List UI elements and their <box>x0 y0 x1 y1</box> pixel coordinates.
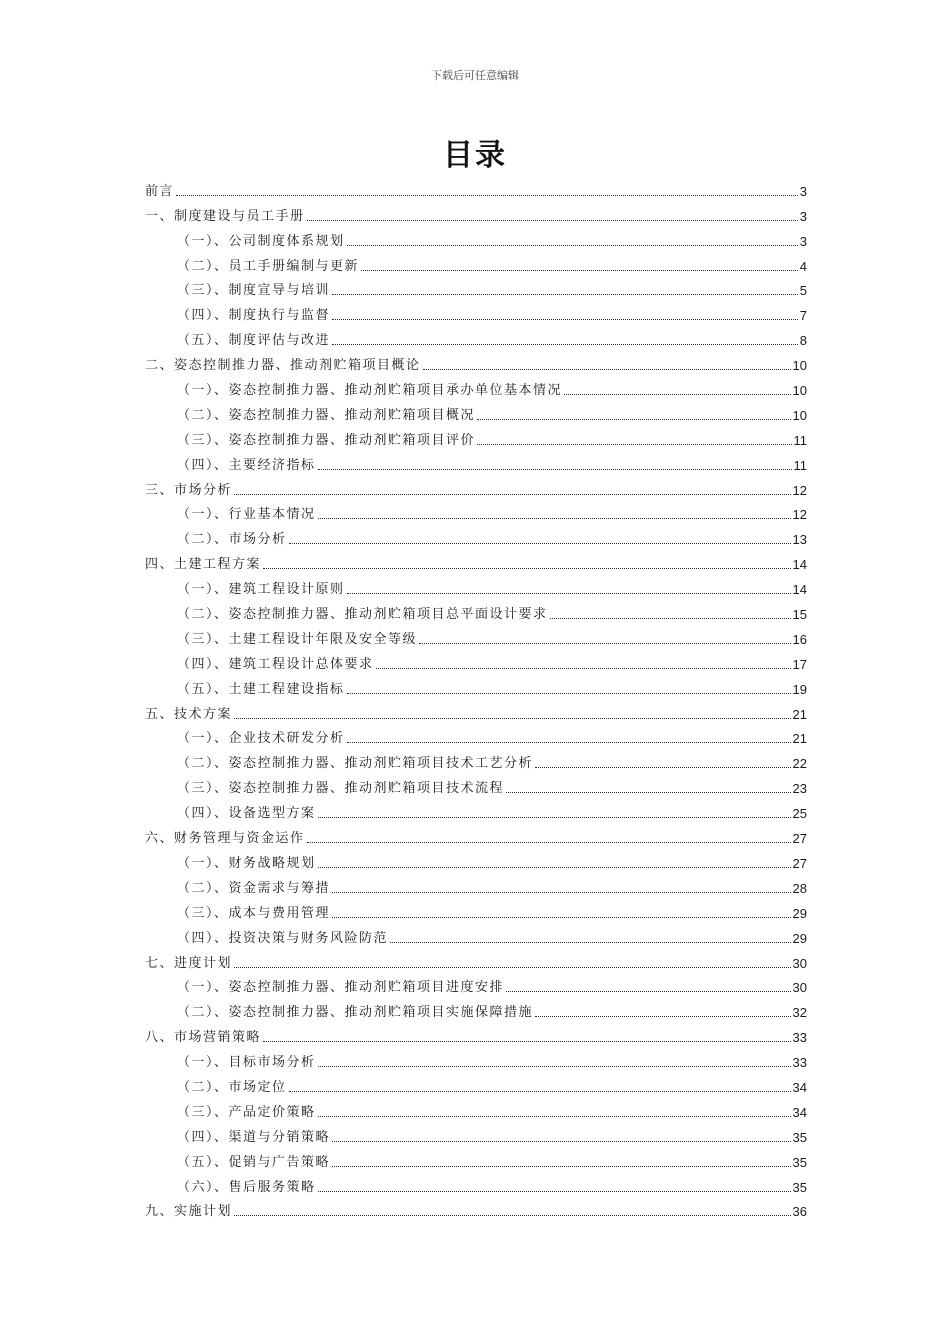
toc-entry-page-number: 35 <box>792 1129 807 1145</box>
toc-entry[interactable] <box>145 822 807 847</box>
toc-entry-page-number: 8 <box>799 333 807 349</box>
dot-leader <box>361 270 798 271</box>
toc-subentry[interactable] <box>145 324 807 349</box>
toc-subentry[interactable] <box>145 996 807 1021</box>
toc-entry-label: （四）、设备选型方案 <box>177 806 316 822</box>
toc-entry-page-number: 30 <box>792 980 807 996</box>
toc-subentry[interactable] <box>145 723 807 748</box>
dot-leader <box>234 718 791 719</box>
toc-entry-page-number: 17 <box>792 656 807 672</box>
dot-leader <box>307 842 791 843</box>
toc-entry[interactable] <box>145 474 807 499</box>
dot-leader <box>318 867 791 868</box>
toc-entry[interactable] <box>145 698 807 723</box>
dot-leader <box>376 668 791 669</box>
toc-subentry[interactable] <box>145 598 807 623</box>
dot-leader <box>332 319 798 320</box>
toc-entry-label: （一）、财务战略规划 <box>177 855 316 871</box>
toc-entry-page-number: 30 <box>792 955 807 971</box>
dot-leader <box>419 643 791 644</box>
toc-subentry[interactable] <box>145 747 807 772</box>
dot-leader <box>564 394 791 395</box>
toc-entry-label: 七、进度计划 <box>145 955 233 971</box>
dot-leader <box>506 792 791 793</box>
toc-subentry[interactable] <box>145 1146 807 1171</box>
toc-entry[interactable] <box>145 200 807 225</box>
toc-entry-page-number: 35 <box>792 1179 807 1195</box>
toc-entry-page-number: 23 <box>792 781 807 797</box>
toc-entry-page-number: 5 <box>799 283 807 299</box>
toc-entry-page-number: 10 <box>792 383 807 399</box>
toc-entry-label: （五）、土建工程建设指标 <box>177 681 345 697</box>
toc-entry-page-number: 10 <box>792 407 807 423</box>
toc-subentry[interactable] <box>145 399 807 424</box>
toc-entry[interactable] <box>145 175 807 200</box>
toc-entry-label: （三）、产品定价策略 <box>177 1104 316 1120</box>
toc-entry-page-number: 29 <box>792 905 807 921</box>
toc-entry-label: （五）、促销与广告策略 <box>177 1154 331 1170</box>
toc-entry-label: （三）、姿态控制推力器、推动剂贮箱项目评价 <box>177 432 476 448</box>
toc-entry-page-number: 10 <box>792 358 807 374</box>
dot-leader <box>477 444 791 445</box>
toc-entry-label: （二）、姿态控制推力器、推动剂贮箱项目概况 <box>177 407 476 423</box>
toc-subentry[interactable] <box>145 623 807 648</box>
toc-entry[interactable] <box>145 1196 807 1221</box>
toc-entry-label: （一）、姿态控制推力器、推动剂贮箱项目进度安排 <box>177 980 505 996</box>
toc-entry-page-number: 22 <box>792 756 807 772</box>
dot-leader <box>332 1166 791 1167</box>
toc-entry-label: （四）、制度执行与监督 <box>177 308 331 324</box>
toc-entry-label: 八、市场营销策略 <box>145 1030 262 1046</box>
toc-subentry[interactable] <box>145 250 807 275</box>
toc-entry-page-number: 36 <box>792 1204 807 1220</box>
toc-entry-label: （二）、姿态控制推力器、推动剂贮箱项目技术工艺分析 <box>177 756 534 772</box>
toc-subentry[interactable] <box>145 673 807 698</box>
toc-entry-label: （三）、成本与费用管理 <box>177 905 331 921</box>
toc-entry-label: （二）、姿态控制推力器、推动剂贮箱项目实施保障措施 <box>177 1005 534 1021</box>
dot-leader <box>289 543 791 544</box>
toc-entry-label: （三）、制度宣导与培训 <box>177 283 331 299</box>
toc-entry-label: （二）、姿态控制推力器、推动剂贮箱项目总平面设计要求 <box>177 607 548 623</box>
toc-subentry[interactable] <box>145 872 807 897</box>
toc-entry-label: 前言 <box>145 183 175 199</box>
toc-entry[interactable] <box>145 947 807 972</box>
toc-entry-label: （一）、建筑工程设计原则 <box>177 582 345 598</box>
toc-entry-page-number: 34 <box>792 1104 807 1120</box>
dot-leader <box>176 195 798 196</box>
toc-subentry[interactable] <box>145 499 807 524</box>
toc-entry-label: 二、姿态控制推力器、推动剂贮箱项目概论 <box>145 358 421 374</box>
dot-leader <box>234 494 791 495</box>
toc-subentry[interactable] <box>145 1121 807 1146</box>
dot-leader <box>332 917 791 918</box>
toc-subentry[interactable] <box>145 374 807 399</box>
toc-entry-page-number: 12 <box>792 482 807 498</box>
toc-subentry[interactable] <box>145 449 807 474</box>
toc-entry-label: 九、实施计划 <box>145 1204 233 1220</box>
toc-subentry[interactable] <box>145 897 807 922</box>
toc-entry-page-number: 27 <box>792 855 807 871</box>
toc-subentry[interactable] <box>145 573 807 598</box>
toc-entry-label: （二）、市场分析 <box>177 532 287 548</box>
toc-entry-page-number: 35 <box>792 1154 807 1170</box>
toc-entry-page-number: 27 <box>792 831 807 847</box>
toc-entry-page-number: 3 <box>799 183 807 199</box>
toc-entry-page-number: 14 <box>792 557 807 573</box>
dot-leader <box>550 618 791 619</box>
toc-subentry[interactable] <box>145 922 807 947</box>
dot-leader <box>318 469 792 470</box>
toc-entry-page-number: 28 <box>792 880 807 896</box>
toc-subentry[interactable] <box>145 523 807 548</box>
toc-title: 目录 <box>443 138 507 173</box>
dot-leader <box>347 593 791 594</box>
toc-subentry[interactable] <box>145 648 807 673</box>
toc-entry-label: （五）、制度评估与改进 <box>177 333 331 349</box>
toc-subentry[interactable] <box>145 797 807 822</box>
toc-entry-label: 四、土建工程方案 <box>145 557 262 573</box>
toc-entry-label: （二）、市场定位 <box>177 1079 287 1095</box>
toc-entry-label: （二）、资金需求与筹措 <box>177 880 331 896</box>
table-of-contents <box>145 175 807 1220</box>
dot-leader <box>423 369 791 370</box>
toc-subentry[interactable] <box>145 225 807 250</box>
dot-leader <box>332 1141 791 1142</box>
toc-entry[interactable] <box>145 1021 807 1046</box>
toc-entry-page-number: 16 <box>792 631 807 647</box>
toc-entry-page-number: 14 <box>792 582 807 598</box>
dot-leader <box>332 892 791 893</box>
toc-entry-page-number: 32 <box>792 1005 807 1021</box>
toc-entry-label: （一）、行业基本情况 <box>177 507 316 523</box>
toc-subentry[interactable] <box>145 972 807 997</box>
toc-subentry[interactable] <box>145 424 807 449</box>
dot-leader <box>332 344 798 345</box>
toc-subentry[interactable] <box>145 1096 807 1121</box>
toc-entry-page-number: 34 <box>792 1079 807 1095</box>
toc-entry-page-number: 21 <box>792 731 807 747</box>
dot-leader <box>318 1191 791 1192</box>
dot-leader <box>234 967 791 968</box>
toc-entry-page-number: 7 <box>799 308 807 324</box>
dot-leader <box>307 220 798 221</box>
toc-entry-label: （六）、售后服务策略 <box>177 1179 316 1195</box>
dot-leader <box>318 1066 791 1067</box>
toc-entry-page-number: 25 <box>792 806 807 822</box>
dot-leader <box>347 742 791 743</box>
toc-subentry[interactable] <box>145 772 807 797</box>
dot-leader <box>347 693 791 694</box>
dot-leader <box>318 817 791 818</box>
toc-entry-label: （二）、员工手册编制与更新 <box>177 258 360 274</box>
toc-entry-label: （四）、投资决策与财务风险防范 <box>177 930 389 946</box>
toc-entry-page-number: 21 <box>792 706 807 722</box>
toc-entry-page-number: 33 <box>792 1030 807 1046</box>
dot-leader <box>318 1116 791 1117</box>
page-header: 下载后可任意编辑 <box>431 69 519 82</box>
toc-entry-label: 一、制度建设与员工手册 <box>145 208 305 224</box>
toc-entry-label: （一）、姿态控制推力器、推动剂贮箱项目承办单位基本情况 <box>177 383 563 399</box>
toc-entry-label: （一）、企业技术研发分析 <box>177 731 345 747</box>
toc-entry[interactable] <box>145 548 807 573</box>
toc-entry-label: （四）、主要经济指标 <box>177 457 316 473</box>
toc-entry-page-number: 19 <box>792 681 807 697</box>
toc-subentry[interactable] <box>145 1071 807 1096</box>
toc-entry-page-number: 13 <box>792 532 807 548</box>
toc-entry-page-number: 3 <box>799 208 807 224</box>
dot-leader <box>477 419 791 420</box>
dot-leader <box>390 942 791 943</box>
dot-leader <box>318 518 791 519</box>
dot-leader <box>535 1016 791 1017</box>
dot-leader <box>535 767 791 768</box>
dot-leader <box>506 991 791 992</box>
toc-entry-label: 三、市场分析 <box>145 482 233 498</box>
toc-entry-label: 五、技术方案 <box>145 706 233 722</box>
toc-entry-label: （一）、公司制度体系规划 <box>177 233 345 249</box>
dot-leader <box>263 1041 791 1042</box>
toc-entry-page-number: 29 <box>792 930 807 946</box>
toc-subentry[interactable] <box>145 847 807 872</box>
dot-leader <box>263 568 791 569</box>
toc-entry-label: 六、财务管理与资金运作 <box>145 831 305 847</box>
toc-entry-label: （三）、土建工程设计年限及安全等级 <box>177 631 418 647</box>
toc-subentry[interactable] <box>145 299 807 324</box>
dot-leader <box>347 245 798 246</box>
toc-entry-label: （四）、渠道与分销策略 <box>177 1129 331 1145</box>
dot-leader <box>289 1091 791 1092</box>
toc-entry-page-number: 11 <box>793 432 807 448</box>
toc-entry-label: （一）、目标市场分析 <box>177 1055 316 1071</box>
toc-entry-label: （四）、建筑工程设计总体要求 <box>177 656 374 672</box>
toc-subentry[interactable] <box>145 275 807 300</box>
dot-leader <box>234 1215 791 1216</box>
dot-leader <box>332 294 798 295</box>
toc-subentry[interactable] <box>145 1046 807 1071</box>
toc-entry-page-number: 33 <box>792 1055 807 1071</box>
toc-entry-page-number: 15 <box>792 607 807 623</box>
toc-entry-page-number: 4 <box>799 258 807 274</box>
toc-subentry[interactable] <box>145 1171 807 1196</box>
toc-entry-page-number: 11 <box>793 457 807 473</box>
toc-entry-page-number: 12 <box>792 507 807 523</box>
toc-entry-page-number: 3 <box>799 233 807 249</box>
toc-entry-label: （三）、姿态控制推力器、推动剂贮箱项目技术流程 <box>177 781 505 797</box>
toc-entry[interactable] <box>145 349 807 374</box>
